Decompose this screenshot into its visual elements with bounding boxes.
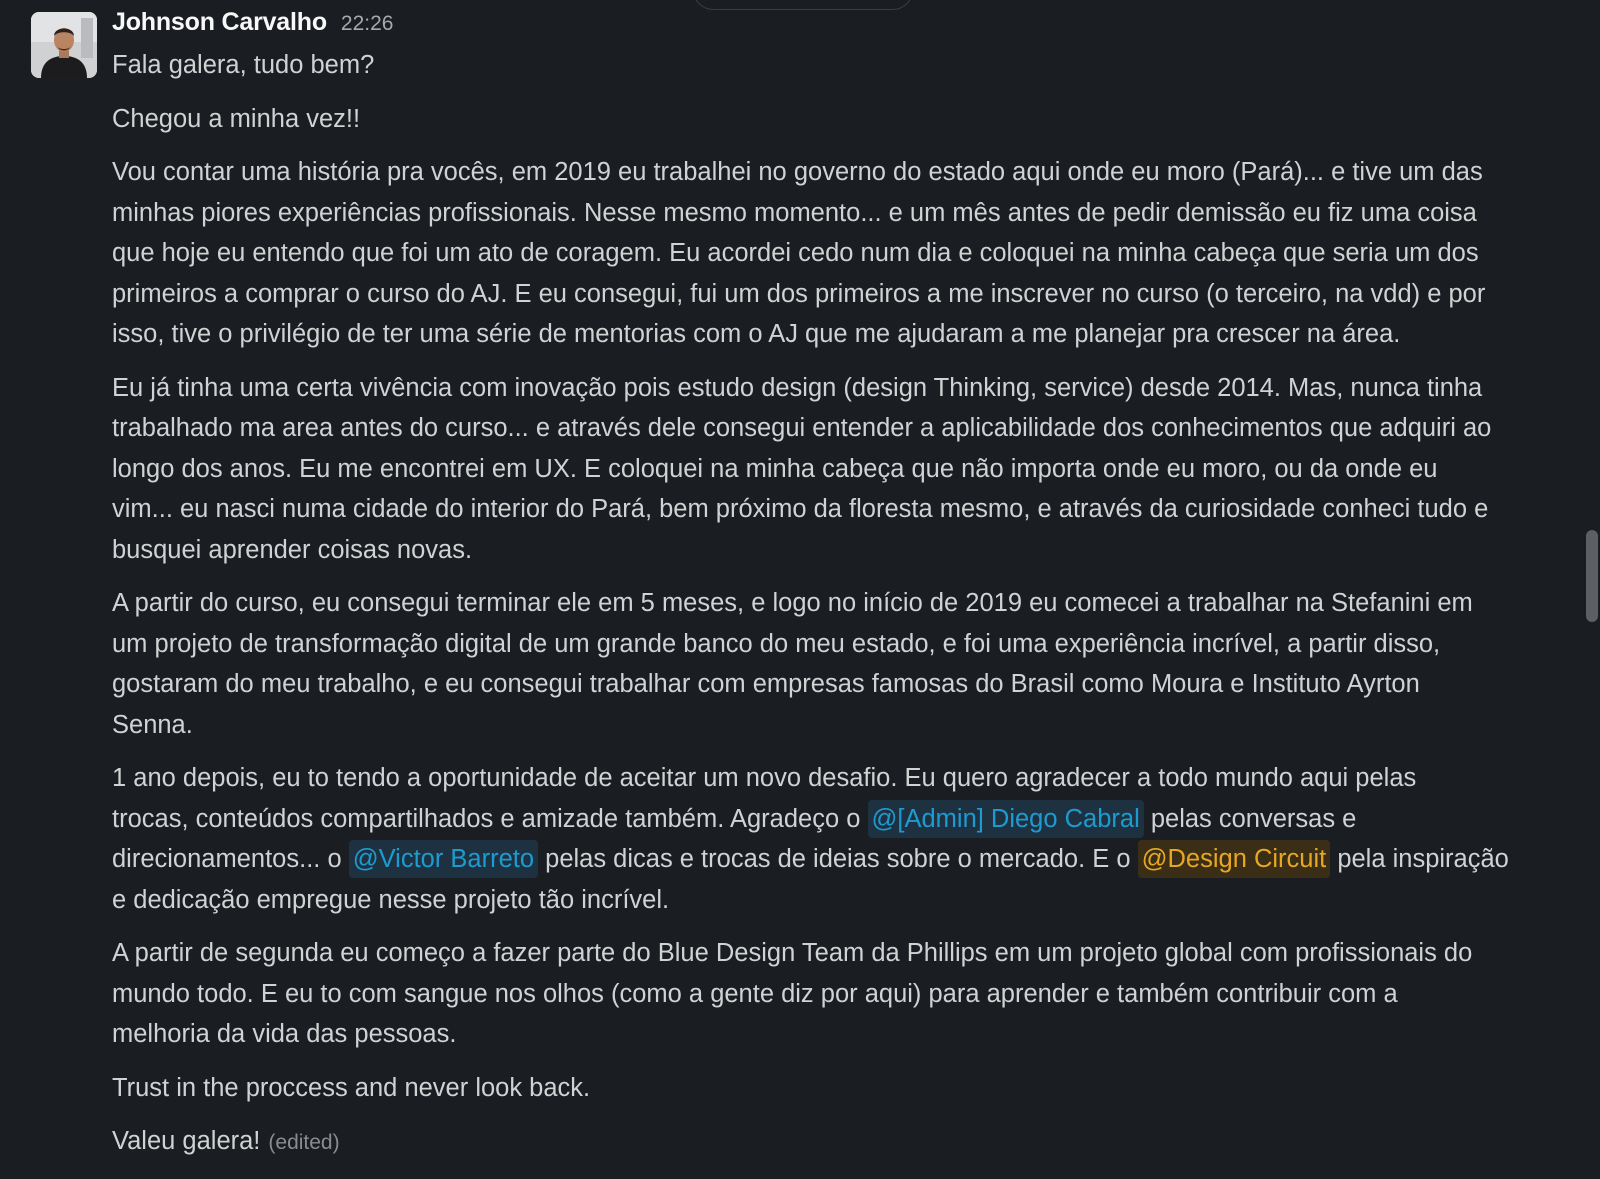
text-line: um projeto de transformação digital de um grande banco do meu estado, e foi uma experiência incrível, a partir disso,	[112, 629, 1441, 658]
text-line: vim... eu nasci numa cidade do interior do Pará, bem próximo da floresta mesmo, e através da curiosidade conheci tudo e	[112, 495, 1489, 523]
text-line: que hoje eu entendo que foi um ato de coragem. Eu acordei cedo num dia e coloquei na minha cabeça que seria um dos	[112, 239, 1479, 267]
text-line: pelas conversas e	[1143, 804, 1357, 833]
message-paragraph	[112, 1121, 1572, 1164]
text-line: isso, tive o privilégio de ter uma série de mentorias com o AJ que me ajudaram a me planejar pra crescer na área.	[112, 320, 1401, 348]
message-paragraph	[112, 99, 1572, 140]
text-line: pela inspiração	[1330, 845, 1509, 873]
text-line: e dedicação empregue nesse projeto tão incrível.	[112, 885, 670, 914]
message-paragraph	[112, 1068, 1572, 1109]
text-line: mundo todo. E eu to com sangue nos olhos (como a gente diz por aqui) para aprender e também contribuir com a	[112, 979, 1398, 1008]
message-body	[112, 45, 1572, 1177]
text-line: A partir do curso, eu consegui terminar ele em 5 meses, e logo no início de 2019 eu comecei a trabalhar na Stefanini em	[112, 589, 1473, 617]
timestamp[interactable]: 22:26	[340, 12, 394, 35]
text-line: Eu já tinha uma certa vivência com inovação pois estudo design (design Thinking, service) desde 2014. Mas, nunca tinha	[112, 373, 1483, 402]
mention-design-circuit[interactable]: @Design Circuit	[1138, 840, 1331, 878]
text-line: Senna.	[112, 710, 193, 739]
message-header	[112, 8, 393, 48]
message-paragraph	[112, 933, 1572, 1055]
text-line: primeiros a comprar o curso do AJ. E eu consegui, fui um dos primeiros a me inscrever no curso (o terceiro, na vdd) e por	[112, 279, 1486, 308]
text-line: direcionamentos... o	[112, 845, 349, 873]
avatar-photo	[31, 12, 97, 78]
text-line: Fala galera, tudo bem?	[112, 51, 375, 79]
text-line: Trust in the proccess and never look back.	[112, 1073, 591, 1102]
text-line: busquei aprender coisas novas.	[112, 535, 473, 564]
text-line: gostaram do meu trabalho, e eu consegui trabalhar com empresas famosas do Brasil como Moura e Instituto Ayrton	[112, 670, 1420, 698]
text-line: trocas, conteúdos compartilhados e amizade também. Agradeço o	[112, 804, 868, 833]
text-line: minhas piores experiências profissionais. Nesse mesmo momento... e um mês antes de pedir demissão eu fiz uma coisa	[112, 198, 1477, 227]
message-paragraph	[112, 152, 1572, 355]
text-line: A partir de segunda eu começo a fazer parte do Blue Design Team da Phillips em um projeto global com profissionais do	[112, 939, 1473, 967]
edited-label: (edited)	[268, 1131, 340, 1154]
mention-victor-barreto[interactable]: @Victor Barreto	[349, 840, 538, 878]
message-paragraph	[112, 583, 1572, 745]
text-line: Vou contar uma história pra vocês, em 2019 eu trabalhei no governo do estado aqui onde eu moro (Pará)... e tive um das	[112, 158, 1483, 186]
text-line: pelas dicas e trocas de ideias sobre o mercado. E o	[538, 845, 1138, 873]
text-line: trabalhado ma area antes do curso... e através dele consegui entender a aplicabilidade dos conhecimentos que adquiri ao	[112, 414, 1492, 442]
mention-diego-cabral[interactable]: @[Admin] Diego Cabral	[868, 800, 1144, 838]
text-line: Chegou a minha vez!!	[112, 104, 361, 133]
text-line: 1 ano depois, eu to tendo a oportunidade de aceitar um novo desafio. Eu quero agradecer a todo mundo aqui pelas	[112, 764, 1417, 792]
avatar[interactable]	[31, 12, 97, 78]
message-paragraph	[112, 368, 1572, 571]
message-paragraph	[112, 758, 1572, 920]
message-paragraph	[112, 45, 1572, 86]
author-name[interactable]: Johnson Carvalho	[112, 8, 327, 36]
text-line: Valeu galera!	[112, 1127, 261, 1155]
text-line: melhoria da vida das pessoas.	[112, 1020, 457, 1048]
text-line: longo dos anos. Eu me encontrei em UX. E coloquei na minha cabeça que não importa onde eu moro, ou da onde eu	[112, 454, 1438, 483]
scrollbar-thumb[interactable]	[1586, 530, 1598, 622]
